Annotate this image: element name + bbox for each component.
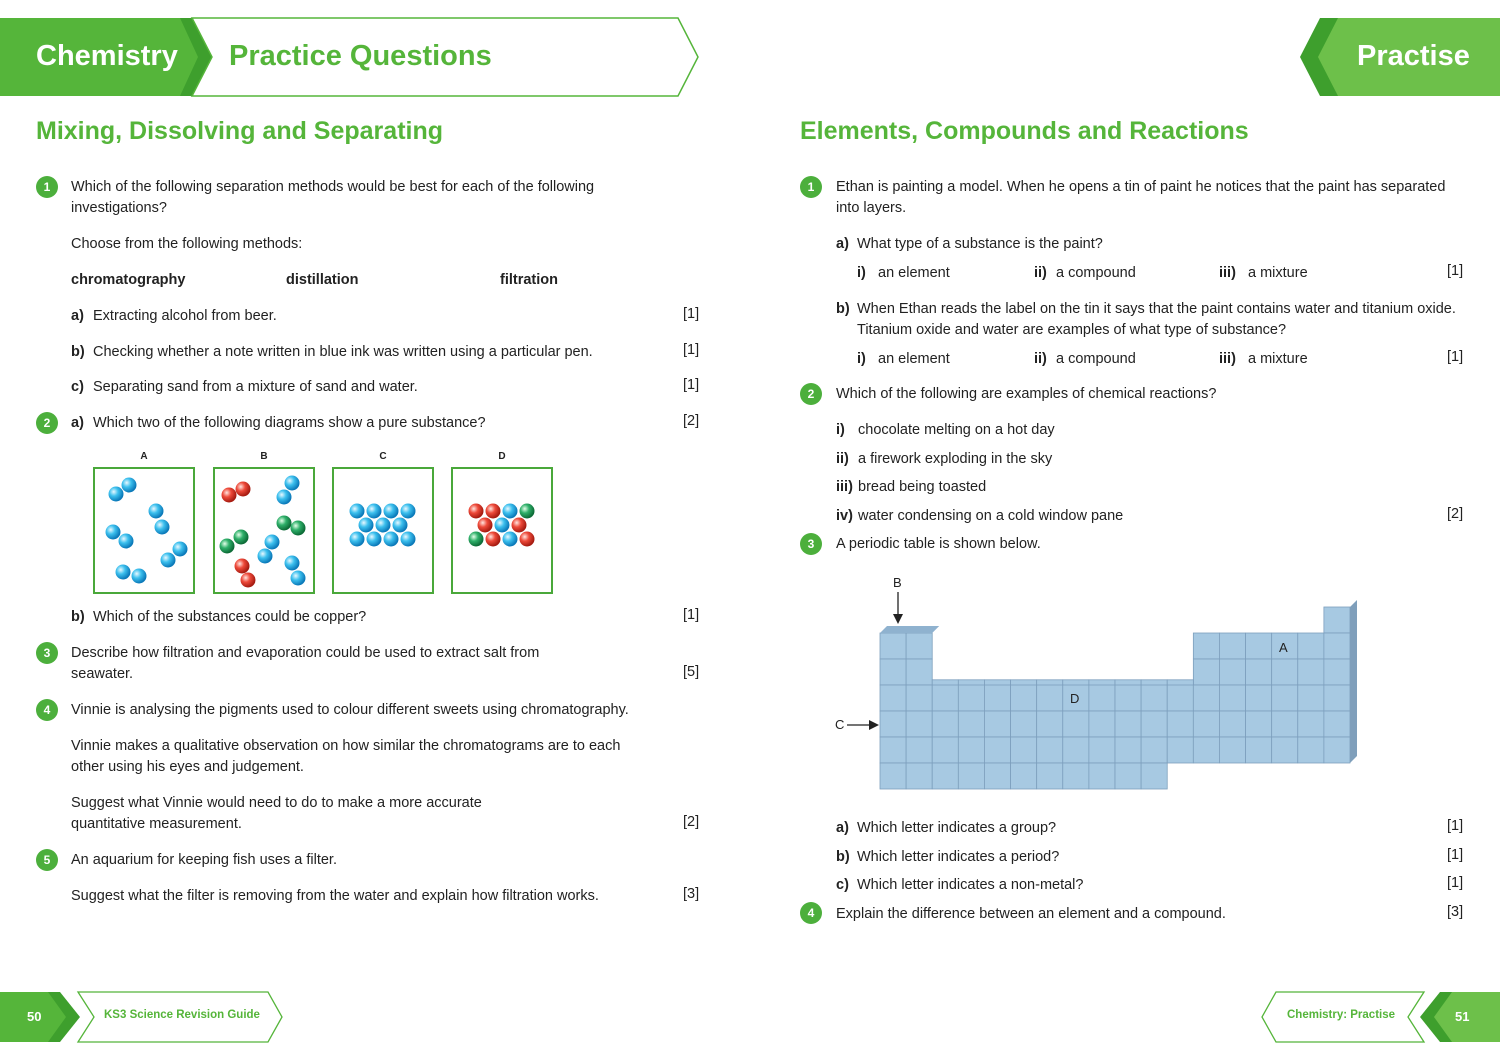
periodic-table-side bbox=[1350, 600, 1357, 763]
footer-section-label: Chemistry: Practise bbox=[1287, 1009, 1396, 1021]
periodic-table-cell bbox=[1219, 659, 1245, 685]
periodic-table-cell bbox=[932, 685, 958, 711]
item-label: i) bbox=[836, 422, 845, 438]
periodic-table-cell bbox=[1193, 737, 1219, 763]
part-label: b) bbox=[836, 301, 850, 317]
periodic-table-cell bbox=[880, 737, 906, 763]
question-number: 1 bbox=[800, 176, 822, 198]
periodic-table-cell bbox=[1115, 763, 1141, 789]
question-number: 2 bbox=[800, 383, 822, 405]
option-text: a mixture bbox=[1248, 351, 1308, 367]
marks: [1] bbox=[683, 342, 700, 358]
option-label: iii) bbox=[1219, 265, 1236, 281]
periodic-table-top bbox=[880, 626, 939, 633]
periodic-table-cell bbox=[1324, 607, 1350, 633]
part-text: Checking whether a note written in blue ink was written using a particular pen. bbox=[93, 344, 593, 360]
question-instruction: Choose from the following methods: bbox=[71, 236, 303, 252]
periodic-table-cell bbox=[1115, 711, 1141, 737]
marks: [5] bbox=[683, 664, 700, 680]
periodic-table-cell bbox=[906, 685, 932, 711]
periodic-table-cell bbox=[1037, 685, 1063, 711]
diagram-label-b: B bbox=[260, 451, 268, 462]
item-text: water condensing on a cold window pane bbox=[858, 508, 1124, 524]
periodic-table-cell bbox=[880, 685, 906, 711]
marks: [2] bbox=[683, 814, 700, 830]
periodic-table-cell bbox=[1167, 685, 1193, 711]
part-label: c) bbox=[71, 379, 84, 395]
diagram-label-c: C bbox=[379, 451, 387, 462]
periodic-table-cell bbox=[1298, 737, 1324, 763]
part-label: b) bbox=[71, 609, 85, 625]
periodic-table-cell bbox=[1272, 711, 1298, 737]
question-number: 1 bbox=[36, 176, 58, 198]
periodic-table-cell bbox=[1246, 737, 1272, 763]
periodic-table-cell bbox=[906, 659, 932, 685]
question-text: Suggest what the filter is removing from the water and explain how filtration works. bbox=[71, 888, 599, 904]
periodic-table-cell bbox=[932, 763, 958, 789]
periodic-table-cell bbox=[1141, 737, 1167, 763]
header-subject: Chemistry bbox=[36, 40, 178, 72]
periodic-table-cell bbox=[1063, 711, 1089, 737]
periodic-table-cell bbox=[1011, 763, 1037, 789]
periodic-table-cell bbox=[1219, 685, 1245, 711]
question-number: 3 bbox=[36, 642, 58, 664]
question-text: Explain the difference between an element and a compound. bbox=[836, 906, 1226, 922]
periodic-table-cell bbox=[1167, 711, 1193, 737]
marks: [1] bbox=[683, 306, 700, 322]
periodic-table-cell bbox=[984, 737, 1010, 763]
diagram-label-d: D bbox=[498, 451, 506, 462]
page-title: Practice Questions bbox=[229, 40, 492, 72]
periodic-table-cell bbox=[1298, 633, 1324, 659]
periodic-table-cell bbox=[958, 685, 984, 711]
part-text: Which of the substances could be copper? bbox=[93, 609, 367, 625]
periodic-table-cell bbox=[1272, 659, 1298, 685]
periodic-table-cell bbox=[1324, 737, 1350, 763]
question-text: Vinnie is analysing the pigments used to colour different sweets using chromatography. bbox=[71, 702, 629, 718]
periodic-table-cell bbox=[984, 685, 1010, 711]
periodic-table-cell bbox=[880, 711, 906, 737]
marks: [1] bbox=[683, 607, 700, 623]
question-number: 4 bbox=[800, 902, 822, 924]
question-text: Vinnie makes a qualitative observation on how similar the chromatograms are to each other using his eyes and judgement. bbox=[71, 738, 621, 775]
periodic-table-cell bbox=[1246, 711, 1272, 737]
marks: [1] bbox=[1447, 875, 1464, 891]
part-label: a) bbox=[71, 415, 84, 431]
periodic-table-cell bbox=[932, 737, 958, 763]
question-number: 3 bbox=[800, 533, 822, 555]
periodic-table-cell bbox=[880, 659, 906, 685]
periodic-table-cell bbox=[1324, 711, 1350, 737]
part-text: What type of a substance is the paint? bbox=[857, 236, 1103, 252]
option-label: iii) bbox=[1219, 351, 1236, 367]
page-number-left: 50 bbox=[27, 1009, 42, 1024]
periodic-table-cell bbox=[1272, 737, 1298, 763]
part-label: b) bbox=[836, 849, 850, 865]
question-text: Ethan is painting a model. When he opens a tin of paint he notices that the paint has separated into layers. bbox=[836, 179, 1446, 216]
section-title-right: Elements, Compounds and Reactions bbox=[800, 117, 1249, 145]
periodic-table-cell bbox=[1115, 737, 1141, 763]
periodic-table-cell bbox=[1037, 711, 1063, 737]
table-label-d: D bbox=[1070, 691, 1080, 706]
item-text: chocolate melting on a hot day bbox=[858, 422, 1055, 438]
periodic-table-cell bbox=[906, 737, 932, 763]
periodic-table-cell bbox=[1011, 737, 1037, 763]
option-text: a mixture bbox=[1248, 265, 1308, 281]
periodic-table-cell bbox=[1219, 633, 1245, 659]
periodic-table-cell bbox=[906, 711, 932, 737]
periodic-table-cell bbox=[1063, 763, 1089, 789]
item-label: ii) bbox=[836, 451, 849, 467]
periodic-table-cell bbox=[906, 763, 932, 789]
periodic-table-cell bbox=[1193, 711, 1219, 737]
marks: [2] bbox=[683, 413, 700, 429]
periodic-table-cell bbox=[1011, 711, 1037, 737]
periodic-table-cell bbox=[932, 711, 958, 737]
question-text: Describe how filtration and evaporation could be used to extract salt from seawater. bbox=[71, 645, 540, 682]
periodic-table-cell bbox=[1298, 659, 1324, 685]
periodic-table-cell bbox=[1089, 737, 1115, 763]
question-number: 2 bbox=[36, 412, 58, 434]
question-text: Which of the following separation methods would be best for each of the following investigations? bbox=[71, 179, 595, 216]
periodic-table-cell bbox=[1167, 737, 1193, 763]
part-text: Separating sand from a mixture of sand and water. bbox=[93, 379, 418, 395]
periodic-table-cells bbox=[880, 600, 1357, 789]
option-label: ii) bbox=[1034, 351, 1047, 367]
periodic-table-cell bbox=[906, 633, 932, 659]
section-title-left: Mixing, Dissolving and Separating bbox=[36, 117, 444, 145]
marks: [3] bbox=[1447, 904, 1464, 920]
part-label: a) bbox=[836, 236, 849, 252]
periodic-table-cell bbox=[1089, 711, 1115, 737]
part-label: b) bbox=[71, 344, 85, 360]
item-label: iii) bbox=[836, 479, 853, 495]
marks: [1] bbox=[683, 377, 700, 393]
periodic-table-cell bbox=[1246, 633, 1272, 659]
option-text: a compound bbox=[1056, 351, 1136, 367]
question-text: Suggest what Vinnie would need to do to make a more accurate quantitative measurement. bbox=[71, 795, 482, 832]
part-label: a) bbox=[836, 820, 849, 836]
part-text: When Ethan reads the label on the tin it says that the paint contains water and titanium oxide. Titanium oxide and water are examples of what type of substance? bbox=[857, 301, 1456, 338]
part-label: a) bbox=[71, 308, 84, 324]
periodic-table-cell bbox=[1037, 737, 1063, 763]
periodic-table-cell bbox=[984, 711, 1010, 737]
periodic-table-cell bbox=[958, 763, 984, 789]
part-label: c) bbox=[836, 877, 849, 893]
option-text: an element bbox=[878, 265, 950, 281]
item-label: iv) bbox=[836, 508, 853, 524]
periodic-table-cell bbox=[1141, 763, 1167, 789]
option-text: an element bbox=[878, 351, 950, 367]
periodic-table-cell bbox=[1089, 763, 1115, 789]
method-option: chromatography bbox=[71, 272, 186, 288]
periodic-table-cell bbox=[958, 711, 984, 737]
periodic-table-cell bbox=[1298, 711, 1324, 737]
header-practise: Practise bbox=[1357, 40, 1470, 72]
periodic-table-cell bbox=[880, 763, 906, 789]
marks: [1] bbox=[1447, 818, 1464, 834]
periodic-table-cell bbox=[1246, 685, 1272, 711]
part-text: Which letter indicates a non-metal? bbox=[857, 877, 1084, 893]
part-text: Which two of the following diagrams show a pure substance? bbox=[93, 415, 486, 431]
marks: [3] bbox=[683, 886, 700, 902]
periodic-table-cell bbox=[1063, 737, 1089, 763]
item-text: bread being toasted bbox=[858, 479, 987, 495]
periodic-table-cell bbox=[1089, 685, 1115, 711]
diagram-label-a: A bbox=[140, 451, 148, 462]
periodic-table-cell bbox=[1324, 633, 1350, 659]
method-option: distillation bbox=[286, 272, 359, 288]
periodic-table-cell bbox=[1011, 685, 1037, 711]
table-label-a: A bbox=[1279, 640, 1288, 655]
question-text: An aquarium for keeping fish uses a filter. bbox=[71, 852, 337, 868]
periodic-table-cell bbox=[1272, 685, 1298, 711]
item-text: a firework exploding in the sky bbox=[858, 451, 1053, 467]
periodic-table-cell bbox=[1193, 633, 1219, 659]
part-text: Which letter indicates a group? bbox=[857, 820, 1057, 836]
periodic-table-cell bbox=[984, 763, 1010, 789]
option-text: a compound bbox=[1056, 265, 1136, 281]
question-text: Which of the following are examples of chemical reactions? bbox=[836, 386, 1217, 402]
periodic-table-cell bbox=[1324, 685, 1350, 711]
part-text: Which letter indicates a period? bbox=[857, 849, 1060, 865]
page-number-right: 51 bbox=[1455, 1009, 1470, 1024]
method-option: filtration bbox=[500, 272, 558, 288]
option-label: ii) bbox=[1034, 265, 1047, 281]
periodic-table-cell bbox=[1298, 685, 1324, 711]
periodic-table-cell bbox=[1141, 711, 1167, 737]
periodic-table-cell bbox=[1141, 685, 1167, 711]
marks: [1] bbox=[1447, 263, 1464, 279]
question-text: A periodic table is shown below. bbox=[836, 536, 1041, 552]
periodic-table-cell bbox=[880, 633, 906, 659]
periodic-table-cell bbox=[958, 737, 984, 763]
footer-book-title: KS3 Science Revision Guide bbox=[104, 1009, 260, 1021]
option-label: i) bbox=[857, 351, 866, 367]
periodic-table-cell bbox=[1219, 737, 1245, 763]
marks: [1] bbox=[1447, 847, 1464, 863]
question-number: 5 bbox=[36, 849, 58, 871]
periodic-table-cell bbox=[1115, 685, 1141, 711]
periodic-table-cell bbox=[1219, 711, 1245, 737]
marks: [1] bbox=[1447, 349, 1464, 365]
part-text: Extracting alcohol from beer. bbox=[93, 308, 277, 324]
periodic-table-cell bbox=[1193, 685, 1219, 711]
periodic-table-cell bbox=[1324, 659, 1350, 685]
periodic-table-cell bbox=[1037, 763, 1063, 789]
periodic-table-cell bbox=[1246, 659, 1272, 685]
option-label: i) bbox=[857, 265, 866, 281]
marks: [2] bbox=[1447, 506, 1464, 522]
periodic-table-cell bbox=[1193, 659, 1219, 685]
table-label-c: C bbox=[835, 717, 845, 732]
question-number: 4 bbox=[36, 699, 58, 721]
table-label-b: B bbox=[893, 575, 902, 590]
